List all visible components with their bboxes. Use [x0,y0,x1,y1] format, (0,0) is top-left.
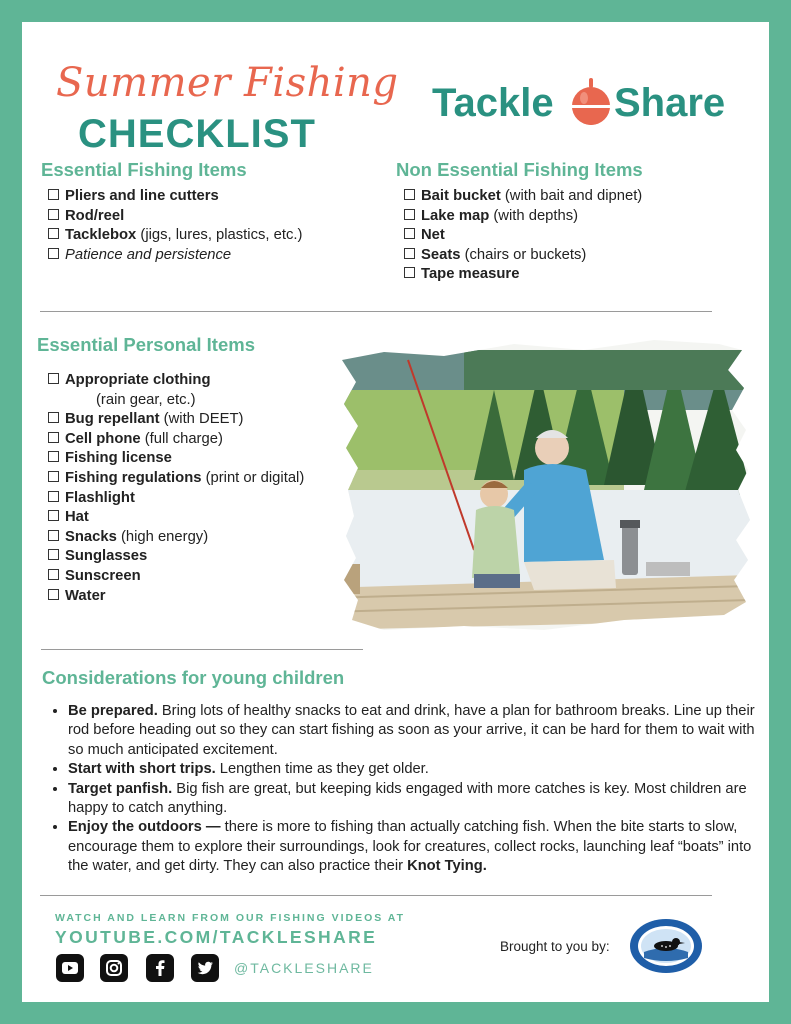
checklist-item [48,547,304,567]
list-essential-fishing [48,187,302,265]
checkbox[interactable] [48,432,59,443]
checkbox[interactable] [48,373,59,384]
divider-bottom [40,895,712,896]
checkbox[interactable] [48,589,59,600]
consideration-lead: Target panfish. [68,780,173,797]
checklist-item [48,410,304,430]
consideration-lead: Enjoy the outdoors — [68,819,221,836]
checklist-item [48,528,304,548]
item-note: (full charge) [140,430,223,447]
item-label: Appropriate clothing [65,372,211,388]
list-considerations [46,702,758,877]
item-label: Net [421,227,445,244]
item-label: Seats [421,246,461,263]
checklist-item [404,226,642,246]
checkbox[interactable] [48,189,59,200]
item-label: Patience and persistence [65,246,232,263]
checkbox[interactable] [404,209,415,220]
twitter-icon[interactable] [191,954,219,982]
item-label: Rod/reel [65,207,125,224]
checklist-item [48,371,304,410]
checkbox[interactable] [404,248,415,259]
checkbox[interactable] [48,471,59,482]
footer-watch-text: WATCH AND LEARN FROM OUR FISHING VIDEOS AT [55,912,405,924]
checklist-item [48,587,304,607]
divider-middle [41,649,363,650]
checklist-item [404,187,642,207]
facebook-icon[interactable] [146,954,174,982]
item-note: (with depths) [489,207,579,224]
item-note: (chairs or buckets) [460,246,587,263]
item-note: (with bait and dipnet) [500,188,643,204]
consideration-lead: Start with short trips. [68,761,216,778]
consideration-item [68,702,758,760]
fishing-photo [324,330,752,648]
item-label: Fishing license [65,450,172,467]
item-label: Lake map [421,207,490,224]
item-label: Bait bucket [421,188,501,204]
logo-word-left: Tackle [432,81,554,125]
footer-handle[interactable]: @TACKLESHARE [234,960,374,976]
checkbox[interactable] [404,189,415,200]
checkbox[interactable] [48,209,59,220]
item-label: Tacklebox [65,227,137,244]
item-note: (with DEET) [159,411,244,428]
checklist-item [48,449,304,469]
logo-word-right: Share [614,81,726,125]
item-subnote: (rain gear, etc.) [96,391,196,408]
item-note: (jigs, lures, plastics, etc.) [136,227,303,244]
checklist-item [48,430,304,450]
heading-essential-fishing: Essential Fishing Items [41,159,247,180]
item-label: Flashlight [65,489,135,506]
consideration-text: Lengthen time as they get older. [215,761,429,778]
checkbox[interactable] [48,451,59,462]
item-note: (print or digital) [201,469,305,486]
checkbox[interactable] [48,510,59,521]
item-label: Water [65,587,106,604]
checklist-item [48,508,304,528]
heading-non-essential-fishing: Non Essential Fishing Items [396,159,643,180]
consideration-text: there is more to fishing than actually catching fish. When the bite starts to slow, encourage them to explore their surroundings, look for creatures, collect rocks, launching leaf “boats” into the water, and get dirty. They can also practice their [68,819,752,875]
consideration-text: Big fish are great, but keeping kids engaged with more catches is key. Most children are happy to catch anything. [68,780,747,817]
youtube-icon[interactable] [56,954,84,982]
title-script: Summer Fishing [56,60,399,106]
title-main: CHECKLIST [78,112,316,156]
item-label: Bug repellant [65,411,160,428]
consideration-item [68,818,758,876]
list-essential-personal [48,371,304,606]
instagram-icon[interactable] [100,954,128,982]
checkbox[interactable] [404,228,415,239]
checkbox[interactable] [404,267,415,278]
checkbox[interactable] [48,530,59,541]
item-label: Pliers and line cutters [65,188,219,204]
heading-essential-personal: Essential Personal Items [37,334,255,355]
heading-considerations: Considerations for young children [42,667,345,688]
checkbox[interactable] [48,248,59,259]
checklist-page [22,22,769,1002]
checkbox[interactable] [48,569,59,580]
brought-to-you-by: Brought to you by: [500,939,610,954]
consideration-item [68,780,758,819]
item-label: Sunscreen [65,567,141,584]
tackleshare-logo [432,78,742,128]
item-label: Snacks [65,528,117,545]
item-label: Tape measure [421,266,520,283]
item-note: (high energy) [116,528,209,545]
consideration-lead: Be prepared. [68,703,158,719]
checkbox[interactable] [48,412,59,423]
item-label: Cell phone [65,430,141,447]
checkbox[interactable] [48,491,59,502]
checklist-item [48,226,302,246]
item-label: Fishing regulations [65,469,202,486]
consideration-item [68,760,758,779]
checklist-item [48,187,302,207]
checklist-item [48,489,304,509]
checklist-item [48,207,302,227]
ofah-seal-logo [628,918,704,974]
consideration-text: Bring lots of healthy snacks to eat and drink, have a plan for bathroom breaks. Line up their rod before heading out so they can start fishing as soon as your arrive, it can be hard for them to wait with so much anticipated excitement. [68,703,755,758]
checklist-item [48,567,304,587]
checklist-item [404,265,642,285]
item-label: Sunglasses [65,548,148,565]
checklist-item [404,207,642,227]
checkbox[interactable] [48,549,59,560]
list-non-essential-fishing [404,187,642,285]
divider-top [40,311,712,312]
checklist-item [48,469,304,489]
footer-youtube-link[interactable]: YOUTUBE.COM/TACKLESHARE [55,927,378,947]
checklist-item [48,246,302,266]
bobber-icon [570,78,612,128]
item-label: Hat [65,509,89,526]
knot-tying-link[interactable]: Knot Tying. [407,858,487,875]
checkbox[interactable] [48,228,59,239]
checklist-item [404,246,642,266]
